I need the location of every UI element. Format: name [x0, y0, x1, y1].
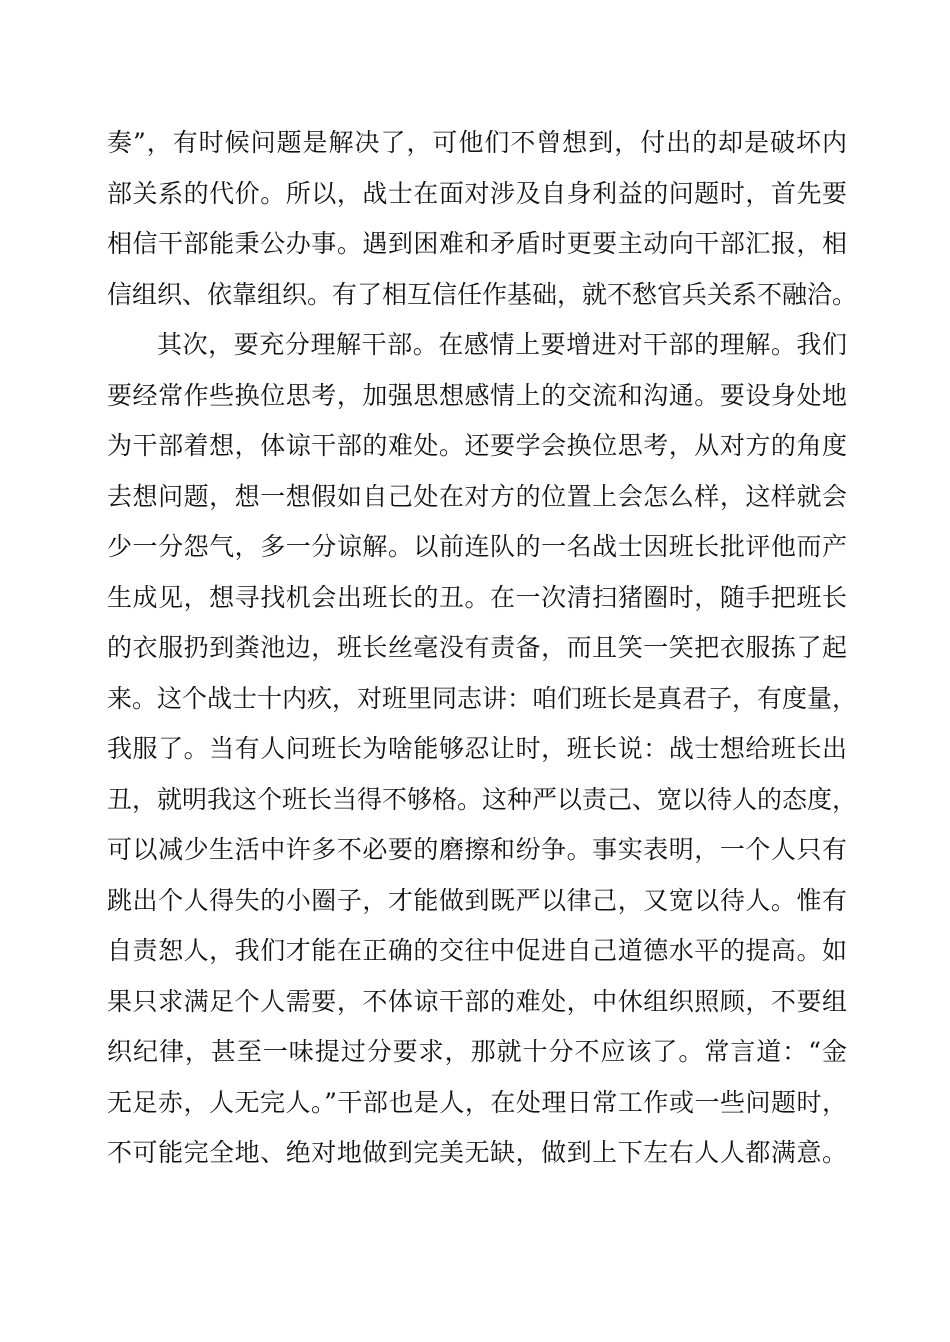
text-line: 信组织、依靠组织。有了相互信任作基础，就不愁官兵关系不融洽。 — [107, 279, 858, 309]
text-line: 织纪律，甚至一味提过分要求，那就十分不应该了。常言道：“金 — [107, 1037, 847, 1066]
paragraph-first-line: 其次，要充分理解干部。在感情上要增进对干部的理解。我们 — [157, 330, 847, 359]
text-line: 来。这个战士十内疚，对班里同志讲：咱们班长是真君子，有度量， — [107, 683, 858, 713]
text-line: 去想问题，想一想假如自己处在对方的位置上会怎么样，这样就会 — [107, 481, 847, 511]
text-line: 要经常作些换位思考，加强思想感情上的交流和沟通。要设身处地 — [107, 380, 847, 410]
text-line: 跳出个人得失的小圈子，才能做到既严以律己，又宽以待人。惟有 — [107, 885, 847, 915]
text-line: 不可能完全地、绝对地做到完美无缺，做到上下左右人人都满意。 — [107, 1138, 847, 1167]
text-line: 我服了。当有人问班长为啥能够忍让时，班长说：战士想给班长出 — [107, 734, 847, 763]
text-line: 可以减少生活中许多不必要的磨擦和纷争。事实表明，一个人只有 — [107, 835, 847, 864]
text-line: 的衣服扔到粪池边，班长丝毫没有责备，而且笑一笑把衣服拣了起 — [107, 633, 847, 662]
body-text — [107, 118, 858, 1179]
text-line: 果只求满足个人需要，不体谅干部的难处，中休组织照顾，不要组 — [107, 986, 847, 1016]
text-line: 相信干部能秉公办事。遇到困难和矛盾时更要主动向干部汇报，相 — [107, 229, 847, 258]
text-line: 奏”，有时候问题是解决了，可他们不曾想到，付出的却是破坏内 — [107, 128, 847, 157]
text-line: 自责恕人，我们才能在正确的交往中促进自己道德水平的提高。如 — [107, 936, 847, 965]
text-line: 为干部着想，体谅干部的难处。还要学会换位思考，从对方的角度 — [107, 431, 847, 460]
text-line: 部关系的代价。所以，战士在面对涉及自身利益的问题时，首先要 — [107, 178, 847, 208]
text-line: 生成见，想寻找机会出班长的丑。在一次清扫猪圈时，随手把班长 — [107, 582, 847, 612]
text-line: 少一分怨气，多一分谅解。以前连队的一名战士因班长批评他而产 — [107, 532, 847, 561]
text-line: 丑，就明我这个班长当得不够格。这种严以责己、宽以待人的态度， — [107, 784, 858, 814]
text-line: 无足赤，人无完人。”干部也是人，在处理日常工作或一些问题时， — [107, 1087, 847, 1117]
